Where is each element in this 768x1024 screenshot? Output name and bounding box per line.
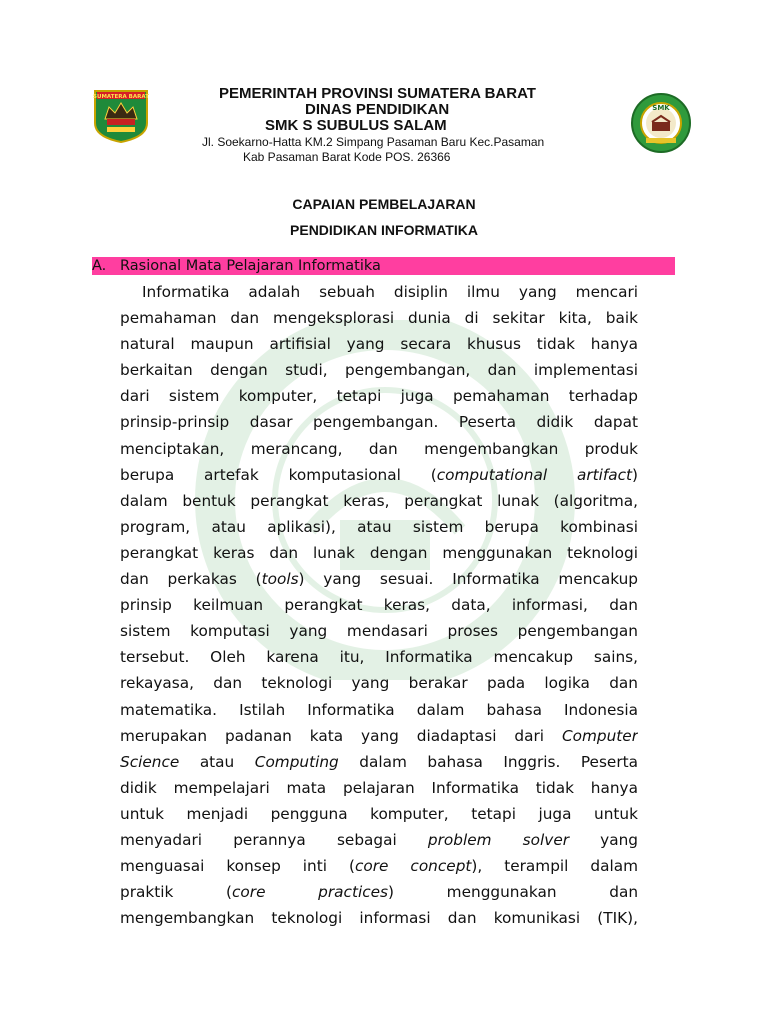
paragraph-line: dalam bentuk perangkat keras, perangkat lunak (algoritma,: [120, 491, 638, 510]
department-name: DINAS PENDIDIKAN: [305, 101, 450, 118]
section-heading-highlight: [92, 257, 675, 275]
italic-term: problem solver: [427, 830, 570, 849]
paragraph-line: matematika. Istilah Informatika dalam bahasa Indonesia: [120, 700, 638, 719]
svg-text:SUMATERA BARAT: SUMATERA BARAT: [93, 94, 149, 100]
paragraph-line: praktik (core practices) menggunakan dan: [120, 883, 638, 902]
paragraph-line: menyadari perannya sebagai problem solver yang: [120, 830, 638, 849]
section-heading: Rasional Mata Pelajaran Informatika: [120, 258, 381, 274]
paragraph-line: tersebut. Oleh karena itu, Informatika mencakup sains,: [120, 648, 638, 667]
italic-term: Computer: [561, 726, 638, 745]
paragraph-line: prinsip-prinsip dasar pengembangan. Peserta didik dapat: [120, 413, 638, 432]
letterhead: [180, 86, 590, 165]
document-subtitle: PENDIDIKAN INFORMATIKA: [290, 222, 478, 238]
paragraph-line: menciptakan, merancang, dan mengembangkan produk: [120, 439, 638, 458]
body-paragraph: [120, 279, 638, 931]
italic-term: core concept: [354, 857, 472, 876]
italic-term: computational artifact: [436, 465, 633, 484]
school-name: SMK S SUBULUS SALAM: [265, 117, 447, 134]
svg-text:SMK: SMK: [652, 104, 670, 112]
paragraph-line: mengembangkan teknologi informasi dan komunikasi (TIK),: [120, 909, 638, 928]
paragraph-line: natural maupun artifisial yang secara khusus tidak hanya: [120, 335, 638, 354]
paragraph-line: Science atau Computing dalam bahasa Inggris. Peserta: [120, 752, 638, 771]
italic-term: Computing: [254, 752, 339, 771]
paragraph-line: berkaitan dengan studi, pengembangan, dan implementasi: [120, 361, 638, 380]
document-title: CAPAIAN PEMBELAJARAN: [292, 196, 476, 212]
school-address: Jl. Soekarno-Hatta KM.2 Simpang Pasaman Baru Kec.Pasaman: [202, 135, 545, 149]
paragraph-line: didik mempelajari mata pelajaran Informatika tidak hanya: [120, 778, 638, 797]
paragraph-line: program, atau aplikasi), atau sistem berupa kombinasi: [120, 517, 638, 536]
paragraph-line: dari sistem komputer, tetapi juga pemahaman terhadap: [120, 387, 638, 406]
paragraph-line: berupa artefak komputasional (computational artifact): [120, 465, 638, 484]
paragraph-line: perangkat keras dan lunak dengan menggunakan teknologi: [120, 543, 638, 562]
paragraph-line: sistem komputasi yang mendasari proses pengembangan: [120, 622, 638, 641]
paragraph-line: merupakan padanan kata yang diadaptasi dari Computer: [120, 726, 638, 745]
paragraph-line: menguasai konsep inti (core concept), terampil dalam: [120, 857, 638, 876]
paragraph-line: dan perkakas (tools) yang sesuai. Informatika mencakup: [120, 570, 638, 589]
paragraph-line: pemahaman dan mengeksplorasi dunia di sekitar kita, baik: [120, 309, 638, 328]
section-letter: A.: [92, 258, 107, 274]
paragraph-line: Informatika adalah sebuah disiplin ilmu yang mencari: [142, 283, 638, 301]
school-postal: Kab Pasaman Barat Kode POS. 26366: [243, 150, 451, 164]
paragraph-line: untuk menjadi pengguna komputer, tetapi juga untuk: [120, 804, 638, 823]
italic-term: tools: [261, 570, 299, 589]
italic-term: Science: [120, 752, 180, 771]
italic-term: core practices: [232, 883, 389, 902]
paragraph-line: rekayasa, dan teknologi yang berakar pada logika dan: [120, 674, 638, 693]
government-name: PEMERINTAH PROVINSI SUMATERA BARAT: [219, 85, 536, 102]
paragraph-line: prinsip keilmuan perangkat keras, data, informasi, dan: [120, 596, 638, 615]
smk-subulus-salam-seal: [630, 92, 692, 154]
sumatera-barat-emblem: [93, 89, 149, 143]
